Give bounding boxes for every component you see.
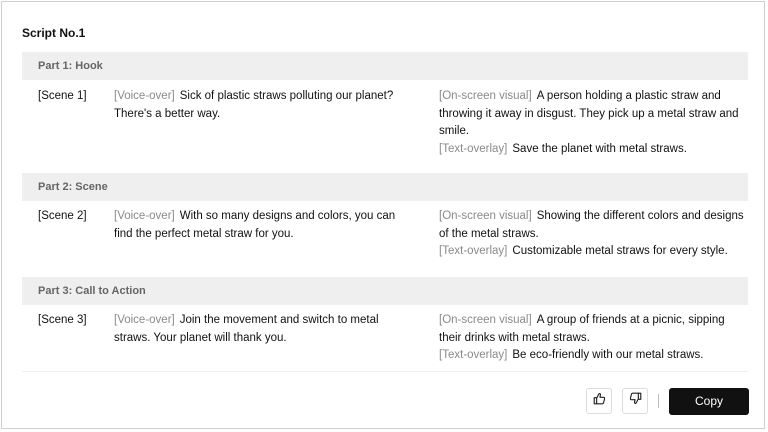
on-screen-visual-text: Showing the different colors and designs of the metal straws. — [439, 210, 744, 240]
voice-over-block — [114, 88, 414, 123]
part-header-scene: Part 2: Scene — [22, 173, 748, 201]
text-overlay-text: Save the planet with metal straws. — [512, 142, 687, 155]
voice-over-text: Join the movement and switch to metal straws. Your planet will thank you. — [114, 314, 379, 344]
text-overlay-tag: [Text-overlay] — [439, 245, 508, 257]
button-separator — [658, 394, 659, 408]
text-overlay-tag: [Text-overlay] — [439, 349, 508, 361]
scene-label: [Scene 3] — [38, 314, 87, 326]
text-overlay-line — [439, 243, 744, 261]
on-screen-visual-tag: [On-screen visual] — [439, 90, 532, 102]
voice-over-tag: [Voice-over] — [114, 90, 175, 102]
visual-block — [439, 88, 744, 158]
script-title: Script No.1 — [22, 26, 86, 40]
on-screen-visual-text: A person holding a plastic straw and throwing it away in disgust. They pick up a metal straw and smile. — [439, 90, 739, 137]
voice-over-text: With so many designs and colors, you can find the perfect metal straw for you. — [114, 210, 396, 240]
on-screen-visual-line — [439, 88, 744, 141]
thumbs-up-icon — [593, 392, 606, 410]
footer-divider — [22, 371, 748, 372]
voice-over-tag: [Voice-over] — [114, 314, 175, 326]
text-overlay-line — [439, 141, 744, 159]
scene-row-1 — [22, 88, 748, 158]
thumbs-down-icon — [629, 392, 642, 410]
dislike-button[interactable] — [622, 388, 648, 414]
voice-over-block — [114, 208, 414, 243]
copy-button[interactable]: Copy — [669, 388, 749, 415]
on-screen-visual-text: A group of friends at a picnic, sipping their drinks with metal straws. — [439, 314, 725, 344]
voice-over-tag: [Voice-over] — [114, 210, 175, 222]
on-screen-visual-tag: [On-screen visual] — [439, 314, 532, 326]
text-overlay-line — [439, 347, 744, 365]
on-screen-visual-line — [439, 208, 744, 243]
scene-row-3 — [22, 312, 748, 368]
on-screen-visual-line — [439, 312, 744, 347]
voice-over-block — [114, 312, 414, 347]
scene-label: [Scene 1] — [38, 90, 87, 102]
scene-row-2 — [22, 208, 748, 264]
text-overlay-text: Be eco-friendly with our metal straws. — [512, 349, 704, 361]
scene-label: [Scene 2] — [38, 210, 87, 222]
part-header-hook: Part 1: Hook — [22, 52, 748, 80]
on-screen-visual-tag: [On-screen visual] — [439, 210, 532, 222]
part-header-call-to-action: Part 3: Call to Action — [22, 277, 748, 305]
text-overlay-tag: [Text-overlay] — [439, 142, 508, 155]
text-overlay-text: Customizable metal straws for every style. — [512, 245, 728, 257]
like-button[interactable] — [586, 388, 612, 414]
voice-over-text: Sick of plastic straws polluting our planet? There's a better way. — [114, 90, 394, 120]
visual-block — [439, 208, 744, 261]
visual-block — [439, 312, 744, 365]
